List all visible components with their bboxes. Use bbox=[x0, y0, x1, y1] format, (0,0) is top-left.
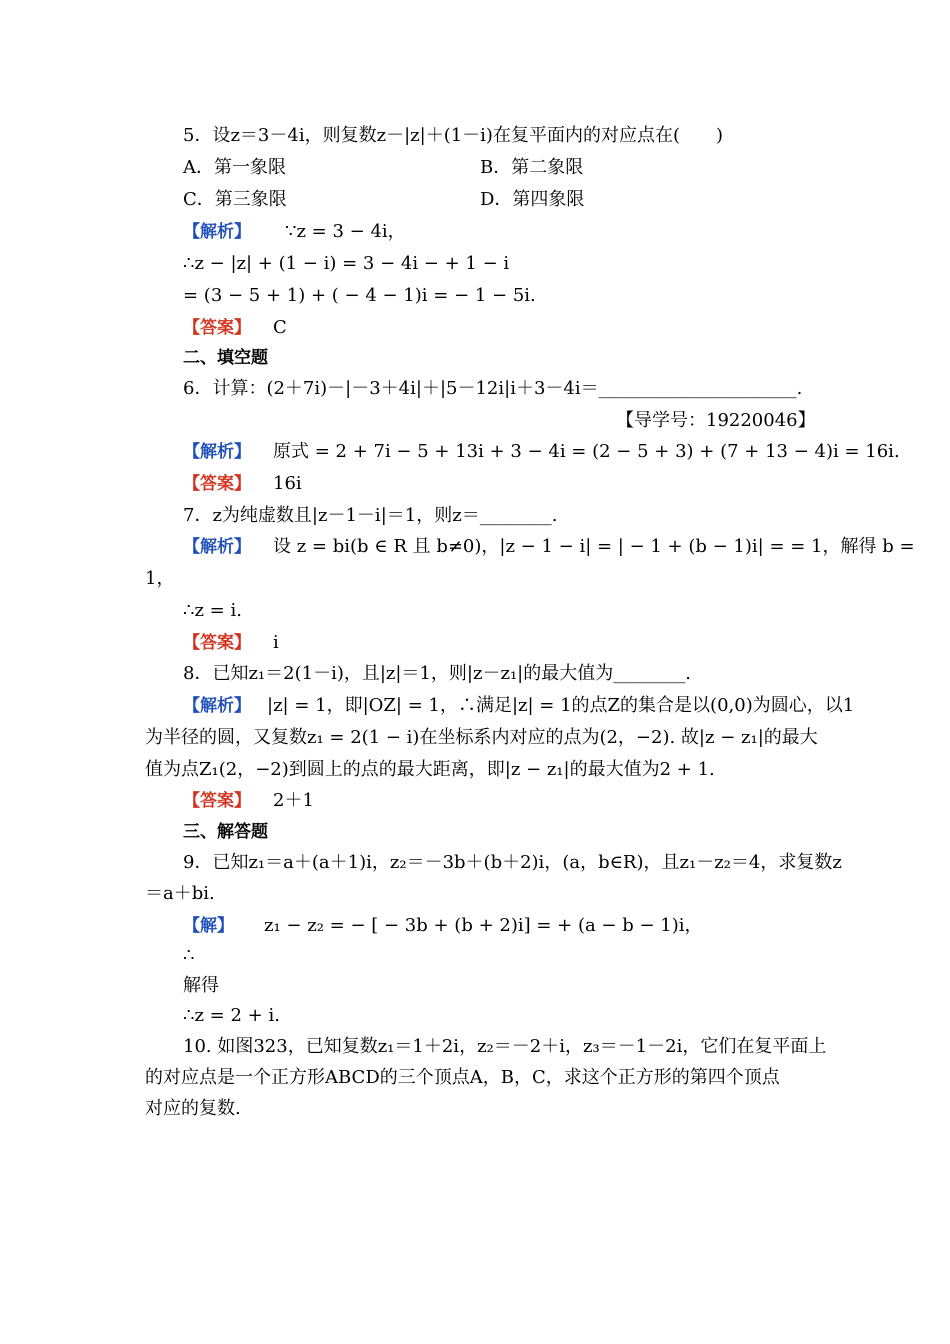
q9-solution-line-1 bbox=[183, 914, 703, 938]
q7-analysis-text-1: 设 z = bi(b ∈ R 且 b≠0)，|z − 1 − i| = | − 1 + (b − 1)i| = = 1，解得 b = bbox=[273, 536, 915, 557]
q8-stem: 8．已知z₁＝2(1－i)，且|z|＝1，则|z－z₁|的最大值为________. bbox=[183, 663, 691, 684]
q5-answer: C bbox=[273, 317, 287, 338]
q8-analysis-text-1: |z| = 1，即|OZ| = 1，∴满足|z| = 1的点Z的集合是以(0,0)为圆心，以1 bbox=[267, 695, 855, 716]
q9-solution-line-2: ∴ bbox=[183, 945, 195, 966]
q5-stem: 5．设z＝3－4i，则复数z－|z|＋(1－i)在复平面内的对应点在( ) bbox=[183, 125, 723, 146]
q6-analysis-line bbox=[183, 440, 900, 464]
q5-option-c: C．第三象限 bbox=[183, 189, 287, 210]
answer-tag: 【答案】 bbox=[183, 474, 251, 494]
q5-analysis-text-1: ∵z = 3 − 4i， bbox=[285, 221, 406, 242]
q5-option-a: A．第一象限 bbox=[183, 157, 286, 178]
q9-solution-text-1: z₁ − z₂ = − [ − 3b + (b + 2)i] = + (a − b − 1)i， bbox=[264, 915, 703, 936]
answer-tag: 【答案】 bbox=[183, 318, 251, 338]
q7-answer-line bbox=[183, 631, 279, 655]
answer-tag: 【答案】 bbox=[183, 633, 251, 653]
answer-tag: 【答案】 bbox=[183, 791, 251, 811]
q10-line-2: 的对应点是一个正方形ABCD的三个顶点A，B，C，求这个正方形的第四个顶点 bbox=[145, 1067, 780, 1088]
q6-stem: 6．计算：(2＋7i)－|－3＋4i|＋|5－12i|i＋3－4i＝______________________. bbox=[183, 378, 803, 399]
q6-guide-number: 【导学号：19220046】 bbox=[616, 410, 816, 431]
q9-solution-line-4: ∴z = 2 + i. bbox=[183, 1005, 280, 1026]
q8-analysis-line-2: 为半径的圆，又复数z₁ = 2(1 − i)在坐标系内对应的点为(2，−2). 故|z − z₁|的最大 bbox=[145, 727, 818, 748]
q8-answer: 2＋1 bbox=[273, 790, 314, 811]
analysis-tag: 【解析】 bbox=[183, 537, 251, 557]
q5-analysis-line-1 bbox=[183, 220, 406, 244]
q7-analysis-line-1 bbox=[183, 535, 915, 559]
analysis-tag: 【解析】 bbox=[183, 222, 251, 242]
q10-line-3: 对应的复数. bbox=[145, 1098, 241, 1119]
q6-answer: 16i bbox=[273, 473, 302, 494]
q9-stem-line-1: 9．已知z₁＝a＋(a＋1)i，z₂＝－3b＋(b＋2)i，(a，b∈R)，且z₁－z₂＝4，求复数z bbox=[183, 852, 842, 873]
q5-analysis-line-3: = (3 − 5 + 1) + ( − 4 − 1)i = − 1 − 5i. bbox=[183, 285, 536, 306]
q7-analysis-line-2: 1， bbox=[145, 568, 175, 589]
analysis-tag: 【解析】 bbox=[183, 442, 251, 462]
q6-answer-line bbox=[183, 472, 302, 496]
q9-stem-line-2: ＝a＋bi. bbox=[145, 883, 215, 904]
section-fill-in: 二、填空题 bbox=[183, 348, 268, 368]
section-solve: 三、解答题 bbox=[183, 822, 268, 842]
q5-option-d: D．第四象限 bbox=[480, 189, 585, 210]
solution-tag: 【解】 bbox=[183, 916, 234, 936]
q5-answer-line bbox=[183, 316, 287, 340]
q7-stem: 7．z为纯虚数且|z－1－i|＝1，则z＝________. bbox=[183, 505, 558, 526]
q5-option-b: B．第二象限 bbox=[480, 157, 584, 178]
q10-line-1: 10. 如图323，已知复数z₁＝1＋2i，z₂＝－2＋i，z₃＝－1－2i，它们在复平面上 bbox=[183, 1036, 827, 1057]
q7-answer: i bbox=[273, 632, 279, 653]
q8-answer-line bbox=[183, 789, 314, 813]
analysis-tag: 【解析】 bbox=[183, 696, 251, 716]
q9-solution-line-3: 解得 bbox=[183, 975, 219, 996]
q8-analysis-line-1 bbox=[183, 694, 854, 718]
q6-analysis-text: 原式 = 2 + 7i − 5 + 13i + 3 − 4i = (2 − 5 + 3) + (7 + 13 − 4)i = 16i. bbox=[273, 441, 900, 462]
q7-analysis-line-3: ∴z = i. bbox=[183, 600, 242, 621]
q5-analysis-line-2: ∴z − |z| + (1 − i) = 3 − 4i − + 1 − i bbox=[183, 253, 510, 274]
q8-analysis-line-3: 值为点Z₁(2，−2)到圆上的点的最大距离，即|z − z₁|的最大值为2 + 1. bbox=[145, 759, 715, 780]
